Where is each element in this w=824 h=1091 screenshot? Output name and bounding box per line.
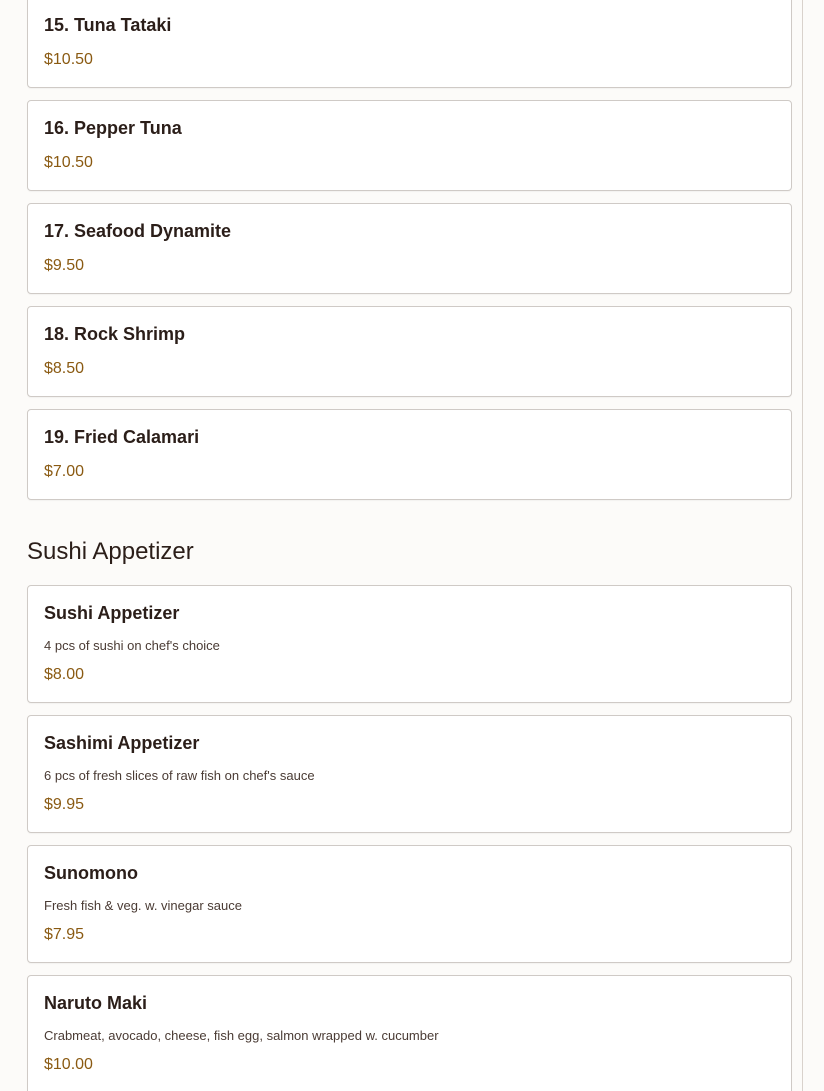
menu-item-price: $10.50: [44, 154, 93, 171]
menu-item-description: 4 pcs of sushi on chef's choice: [44, 638, 220, 653]
menu-item-price: $7.95: [44, 926, 85, 943]
menu-item-card[interactable]: [27, 585, 792, 703]
menu-item-price: $8.00: [44, 666, 85, 683]
menu-item-price: $7.00: [44, 463, 85, 480]
menu-item-price: $8.50: [44, 360, 85, 377]
menu-item-name: Sushi Appetizer: [44, 603, 180, 623]
menu-item-description: Crabmeat, avocado, cheese, fish egg, salmon wrapped w. cucumber: [44, 1028, 439, 1043]
menu-item-name: Naruto Maki: [44, 993, 148, 1013]
menu-item-price: $10.50: [44, 51, 93, 68]
menu-item-description: Fresh fish & veg. w. vinegar sauce: [44, 898, 242, 913]
menu-item-price: $9.50: [44, 257, 85, 274]
menu-item-name: 16. Pepper Tuna: [44, 118, 182, 138]
menu-item-price: $10.00: [44, 1056, 93, 1073]
menu-item-card[interactable]: [27, 845, 792, 963]
menu-item-name: Sashimi Appetizer: [44, 733, 200, 753]
menu-item-price: $9.95: [44, 796, 85, 813]
menu-item-card[interactable]: [27, 409, 792, 500]
menu-item-card[interactable]: [27, 100, 792, 191]
menu-item-name: Sunomono: [44, 863, 138, 883]
menu-item-description: 6 pcs of fresh slices of raw fish on chef's sauce: [44, 768, 315, 783]
section-title: Sushi Appetizer: [27, 538, 194, 565]
menu-item-card[interactable]: [27, 203, 792, 294]
menu-item-card[interactable]: [27, 306, 792, 397]
menu-item-name: 15. Tuna Tataki: [44, 15, 172, 35]
menu-item-card[interactable]: [27, 975, 792, 1091]
menu-item-name: 17. Seafood Dynamite: [44, 221, 232, 241]
menu-item-name: 19. Fried Calamari: [44, 427, 200, 447]
menu-item-card[interactable]: [27, 715, 792, 833]
menu-item-card[interactable]: [27, 0, 792, 88]
menu-item-name: 18. Rock Shrimp: [44, 324, 186, 344]
